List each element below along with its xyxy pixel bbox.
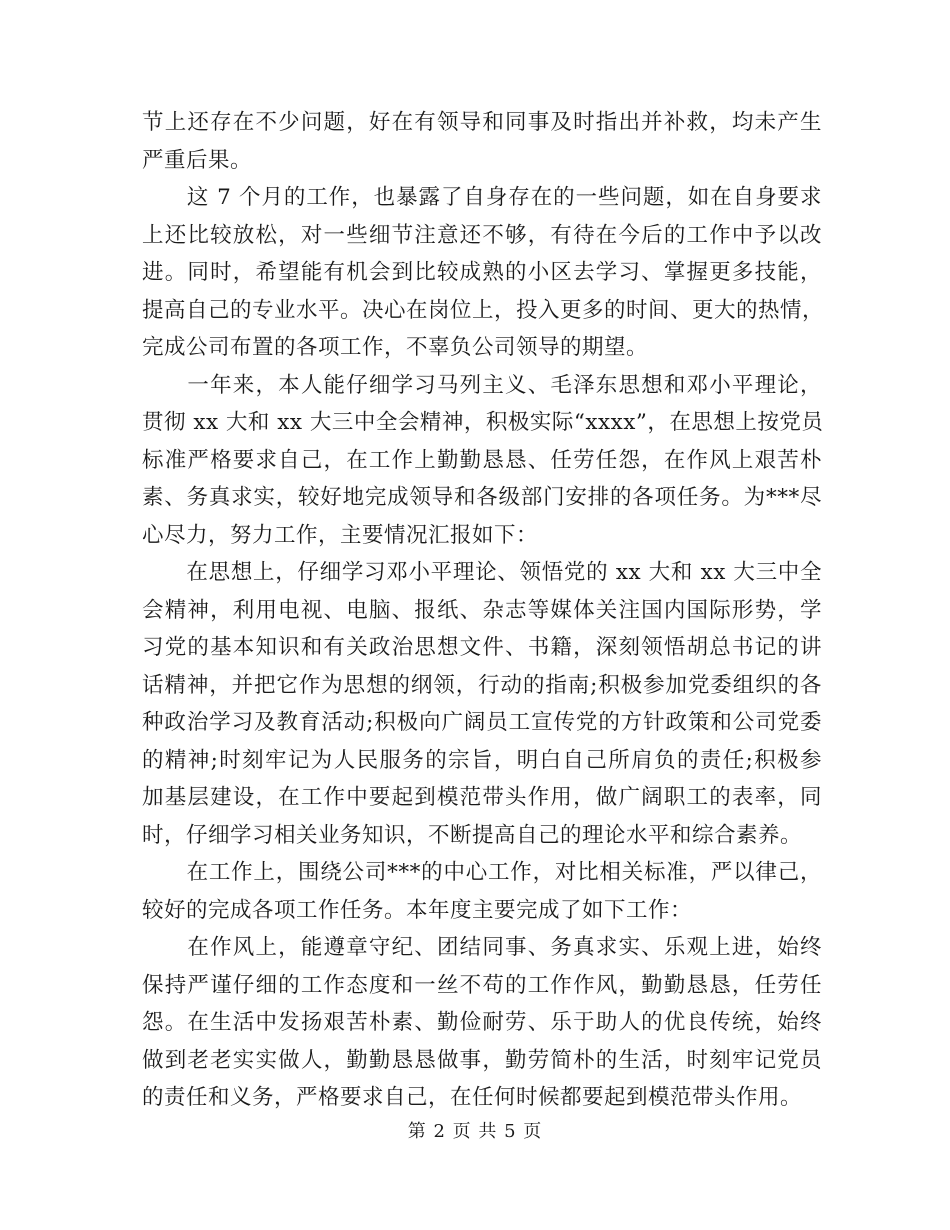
paragraph <box>142 367 822 555</box>
text-line: 完成公司布置的各项工作，不辜负公司领导的期望。 <box>142 335 649 360</box>
text-line: 上还比较放松，对一些细节注意还不够，有待在今后的工作中予以改 <box>142 222 822 248</box>
text-line: 怨。在生活中发扬艰苦朴素、勤俭耐劳、乐于助人的优良传统，始终 <box>142 1010 822 1035</box>
text-line: 加基层建设，在工作中要起到模范带头作用，做广阔职工的表率，同 <box>142 785 822 810</box>
page-footer: 第 2 页 共 5 页 <box>407 1121 543 1142</box>
text-line: 保持严谨仔细的工作态度和一丝不苟的工作作风，勤勤恳恳，任劳任 <box>142 972 822 998</box>
text-line: 的精神;时刻牢记为人民服务的宗旨，明白自己所肩负的责任;积极参 <box>142 747 822 773</box>
text-line: 一年来，本人能仔细学习马列主义、毛泽东思想和邓小平理论， <box>142 372 822 398</box>
text-line: 会精神，利用电视、电脑、报纸、杂志等媒体关注国内国际形势，学 <box>142 597 822 623</box>
paragraph <box>142 929 822 1117</box>
text-line: 严重后果。 <box>142 147 253 173</box>
text-line: 心尽力，努力工作，主要情况汇报如下： <box>142 522 539 548</box>
text-line: 进。同时，希望能有机会到比较成熟的小区去学习、掌握更多技能， <box>142 260 822 285</box>
text-line: 节上还存在不少问题，好在有领导和同事及时指出并补救，均未产生 <box>142 110 822 135</box>
text-line: 贯彻 xx 大和 xx 大三中全会精神，积极实际“xxxx”，在思想上按党员 <box>142 410 824 435</box>
text-line: 的责任和义务，严格要求自己，在任何时候都要起到模范带头作用。 <box>142 1085 803 1110</box>
text-line: 在思想上，仔细学习邓小平理论、领悟党的 xx 大和 xx 大三中全 <box>142 560 822 585</box>
text-line: 在作风上，能遵章守纪、团结同事、务真求实、乐观上进，始终 <box>142 935 822 960</box>
text-line: 做到老老实实做人，勤勤恳恳做事，勤劳简朴的生活，时刻牢记党员 <box>142 1047 822 1073</box>
text-line: 种政治学习及教育活动;积极向广阔员工宣传党的方针政策和公司党委 <box>142 710 822 735</box>
text-line: 话精神，并把它作为思想的纲领，行动的指南;积极参加党委组织的各 <box>142 672 822 698</box>
text-line: 较好的完成各项工作任务。本年度主要完成了如下工作： <box>142 897 693 923</box>
text-line: 提高自己的专业水平。决心在岗位上，投入更多的时间、更大的热情， <box>142 297 825 323</box>
text-line: 标准严格要求自己，在工作上勤勤恳恳、任劳任怨，在作风上艰苦朴 <box>142 447 822 473</box>
text-line: 时，仔细学习相关业务知识，不断提高自己的理论水平和综合素养。 <box>142 822 803 848</box>
document-body <box>142 104 825 1117</box>
text-line: 素、务真求实，较好地完成领导和各级部门安排的各项任务。为***尽 <box>142 485 822 510</box>
paragraph <box>142 854 822 929</box>
text-line: 习党的基本知识和有关政治思想文件、书籍，深刻领悟胡总书记的讲 <box>142 635 822 660</box>
paragraph <box>142 104 822 179</box>
paragraph <box>142 554 822 854</box>
paragraph <box>142 179 825 367</box>
text-line: 这 7 个月的工作，也暴露了自身存在的一些问题，如在自身要求 <box>142 185 822 210</box>
text-line: 在工作上，围绕公司***的中心工作，对比相关标准，严以律己， <box>142 860 822 885</box>
